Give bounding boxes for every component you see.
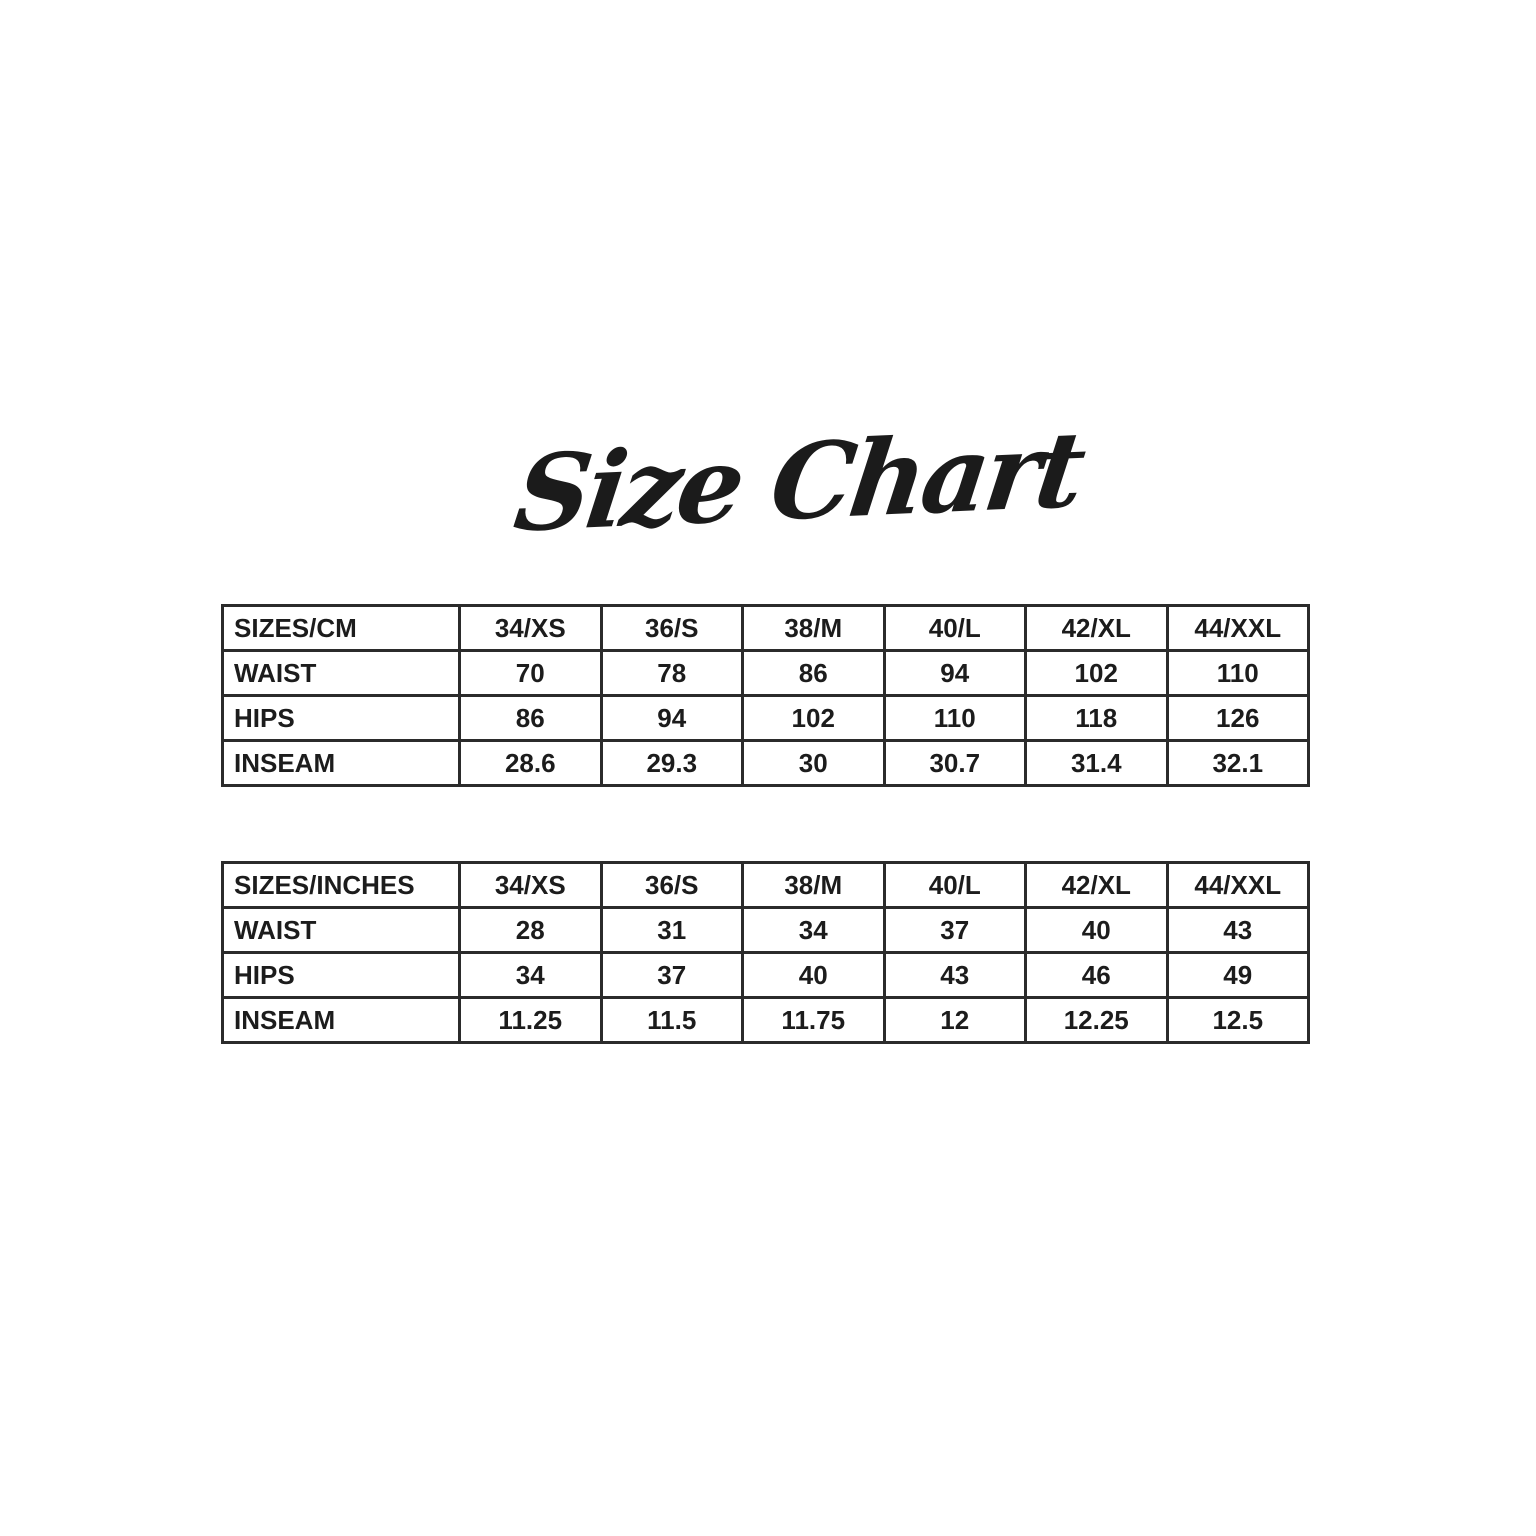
- table-row: [223, 741, 1309, 786]
- value-cell: 28: [460, 908, 602, 953]
- row-label: WAIST: [223, 651, 460, 696]
- value-cell: 12: [884, 998, 1026, 1043]
- value-cell: 31: [601, 908, 743, 953]
- row-label: INSEAM: [223, 998, 460, 1043]
- header-cell: 44/XXL: [1167, 606, 1309, 651]
- header-cell: 40/L: [884, 606, 1026, 651]
- table-row: [223, 696, 1309, 741]
- value-cell: 12.25: [1026, 998, 1168, 1043]
- value-cell: 94: [601, 696, 743, 741]
- value-cell: 86: [743, 651, 885, 696]
- value-cell: 30.7: [884, 741, 1026, 786]
- value-cell: 32.1: [1167, 741, 1309, 786]
- value-cell: 49: [1167, 953, 1309, 998]
- value-cell: 86: [460, 696, 602, 741]
- header-cell: 36/S: [601, 863, 743, 908]
- value-cell: 28.6: [460, 741, 602, 786]
- value-cell: 70: [460, 651, 602, 696]
- table-row: [223, 863, 1309, 908]
- value-cell: 37: [884, 908, 1026, 953]
- value-cell: 78: [601, 651, 743, 696]
- value-cell: 118: [1026, 696, 1168, 741]
- value-cell: 34: [743, 908, 885, 953]
- value-cell: 43: [1167, 908, 1309, 953]
- value-cell: 29.3: [601, 741, 743, 786]
- value-cell: 11.25: [460, 998, 602, 1043]
- header-cell: 34/XS: [460, 606, 602, 651]
- size-table-inches: [221, 861, 1310, 1044]
- header-cell: 38/M: [743, 606, 885, 651]
- value-cell: 102: [743, 696, 885, 741]
- table-row: [223, 998, 1309, 1043]
- value-cell: 43: [884, 953, 1026, 998]
- value-cell: 11.75: [743, 998, 885, 1043]
- page-title: Size Chart: [507, 407, 1089, 556]
- value-cell: 31.4: [1026, 741, 1168, 786]
- row-label: HIPS: [223, 696, 460, 741]
- value-cell: 12.5: [1167, 998, 1309, 1043]
- row-label: INSEAM: [223, 741, 460, 786]
- row-label: WAIST: [223, 908, 460, 953]
- header-cell: 44/XXL: [1167, 863, 1309, 908]
- page-title-wrap: [30, 407, 1536, 556]
- value-cell: 110: [1167, 651, 1309, 696]
- value-cell: 102: [1026, 651, 1168, 696]
- value-cell: 94: [884, 651, 1026, 696]
- value-cell: 110: [884, 696, 1026, 741]
- value-cell: 40: [743, 953, 885, 998]
- value-cell: 37: [601, 953, 743, 998]
- size-table-cm: [221, 604, 1310, 787]
- table-row: [223, 651, 1309, 696]
- table-row: [223, 606, 1309, 651]
- value-cell: 11.5: [601, 998, 743, 1043]
- value-cell: 126: [1167, 696, 1309, 741]
- header-cell: 42/XL: [1026, 606, 1168, 651]
- table-row: [223, 908, 1309, 953]
- value-cell: 40: [1026, 908, 1168, 953]
- header-cell: 42/XL: [1026, 863, 1168, 908]
- value-cell: 34: [460, 953, 602, 998]
- header-cell: 40/L: [884, 863, 1026, 908]
- header-cell: SIZES/INCHES: [223, 863, 460, 908]
- row-label: HIPS: [223, 953, 460, 998]
- value-cell: 46: [1026, 953, 1168, 998]
- header-cell: SIZES/CM: [223, 606, 460, 651]
- header-cell: 38/M: [743, 863, 885, 908]
- header-cell: 34/XS: [460, 863, 602, 908]
- header-cell: 36/S: [601, 606, 743, 651]
- table-row: [223, 953, 1309, 998]
- value-cell: 30: [743, 741, 885, 786]
